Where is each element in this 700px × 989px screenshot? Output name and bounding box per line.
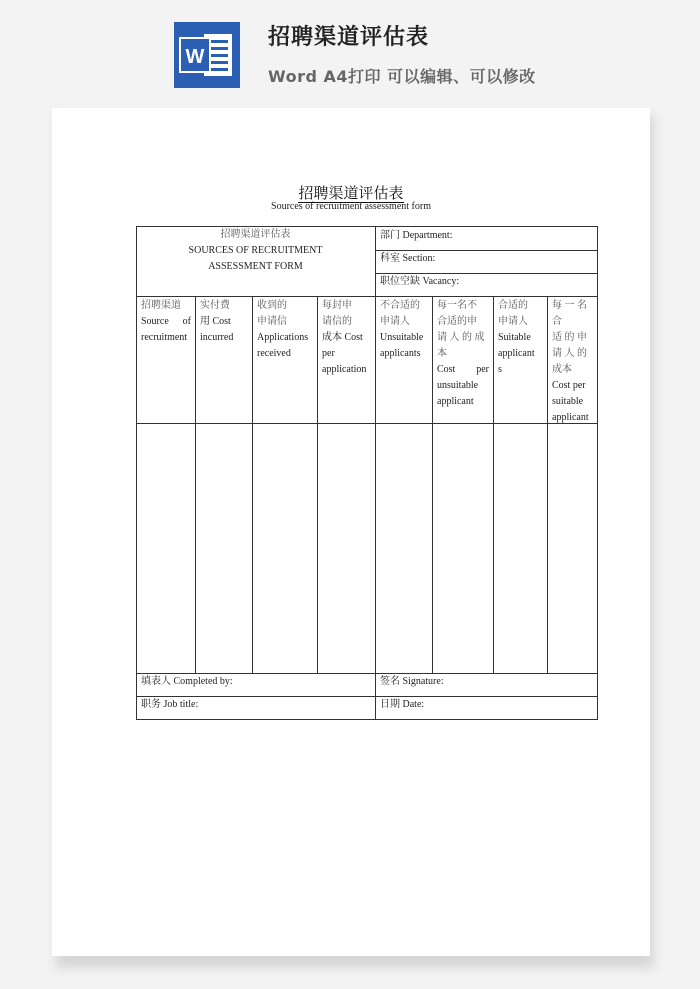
document-title: 招聘渠道评估表 [298, 184, 404, 202]
column-header-unsuitable-applicants: 不合适的 申请人 Unsuitable applicants [380, 300, 424, 359]
section-field[interactable]: 科室 Section: [380, 253, 436, 264]
document-subtitle: Sources of recruitment assessment form [271, 201, 431, 212]
column-header-applications-received: 收到的 申请信 Applications received [257, 300, 309, 359]
job-title-field[interactable]: 职务 Job title: [141, 699, 199, 710]
form-header-en-2: ASSESSMENT FORM [208, 261, 303, 272]
signature-field[interactable]: 签名 Signature: [380, 676, 444, 687]
column-header-source: 招聘渠道 Source of recruitment [141, 300, 191, 343]
page-subtitle: Word A4打印 可以编辑、可以修改 [268, 67, 536, 86]
department-field[interactable]: 部门 Department: [380, 230, 453, 241]
word-document-icon [174, 22, 240, 88]
vacancy-field[interactable]: 职位空缺 Vacancy: [380, 276, 460, 287]
form-header-en-1: SOURCES OF RECRUITMENT [188, 245, 323, 256]
svg-text:W: W [185, 46, 205, 68]
column-header-cost-incurred: 实付费 用 Cost incurred [200, 300, 234, 343]
form-header-cn: 招聘渠道评估表 [220, 229, 291, 240]
column-header-cost-per-application: 每封申 请信的 成本 Cost per application [322, 300, 367, 375]
column-header-cost-per-suitable: 每 一 名 合 适 的 申 请 人 的 成本 Cost per suitable applicant [552, 300, 589, 423]
page-header [0, 0, 700, 105]
page-title: 招聘渠道评估表 [268, 25, 430, 50]
assessment-form-table [136, 226, 598, 720]
completed-by-field[interactable]: 填表人 Completed by: [141, 676, 233, 687]
document-page [52, 108, 650, 956]
column-header-suitable-applicants: 合适的 申请人 Suitable applicant s [498, 300, 535, 375]
column-header-cost-per-unsuitable: 每一名不 合适的申 请 人 的 成 本 Cost per unsuitable applicant [437, 300, 489, 407]
date-field[interactable]: 日期 Date: [380, 699, 425, 710]
